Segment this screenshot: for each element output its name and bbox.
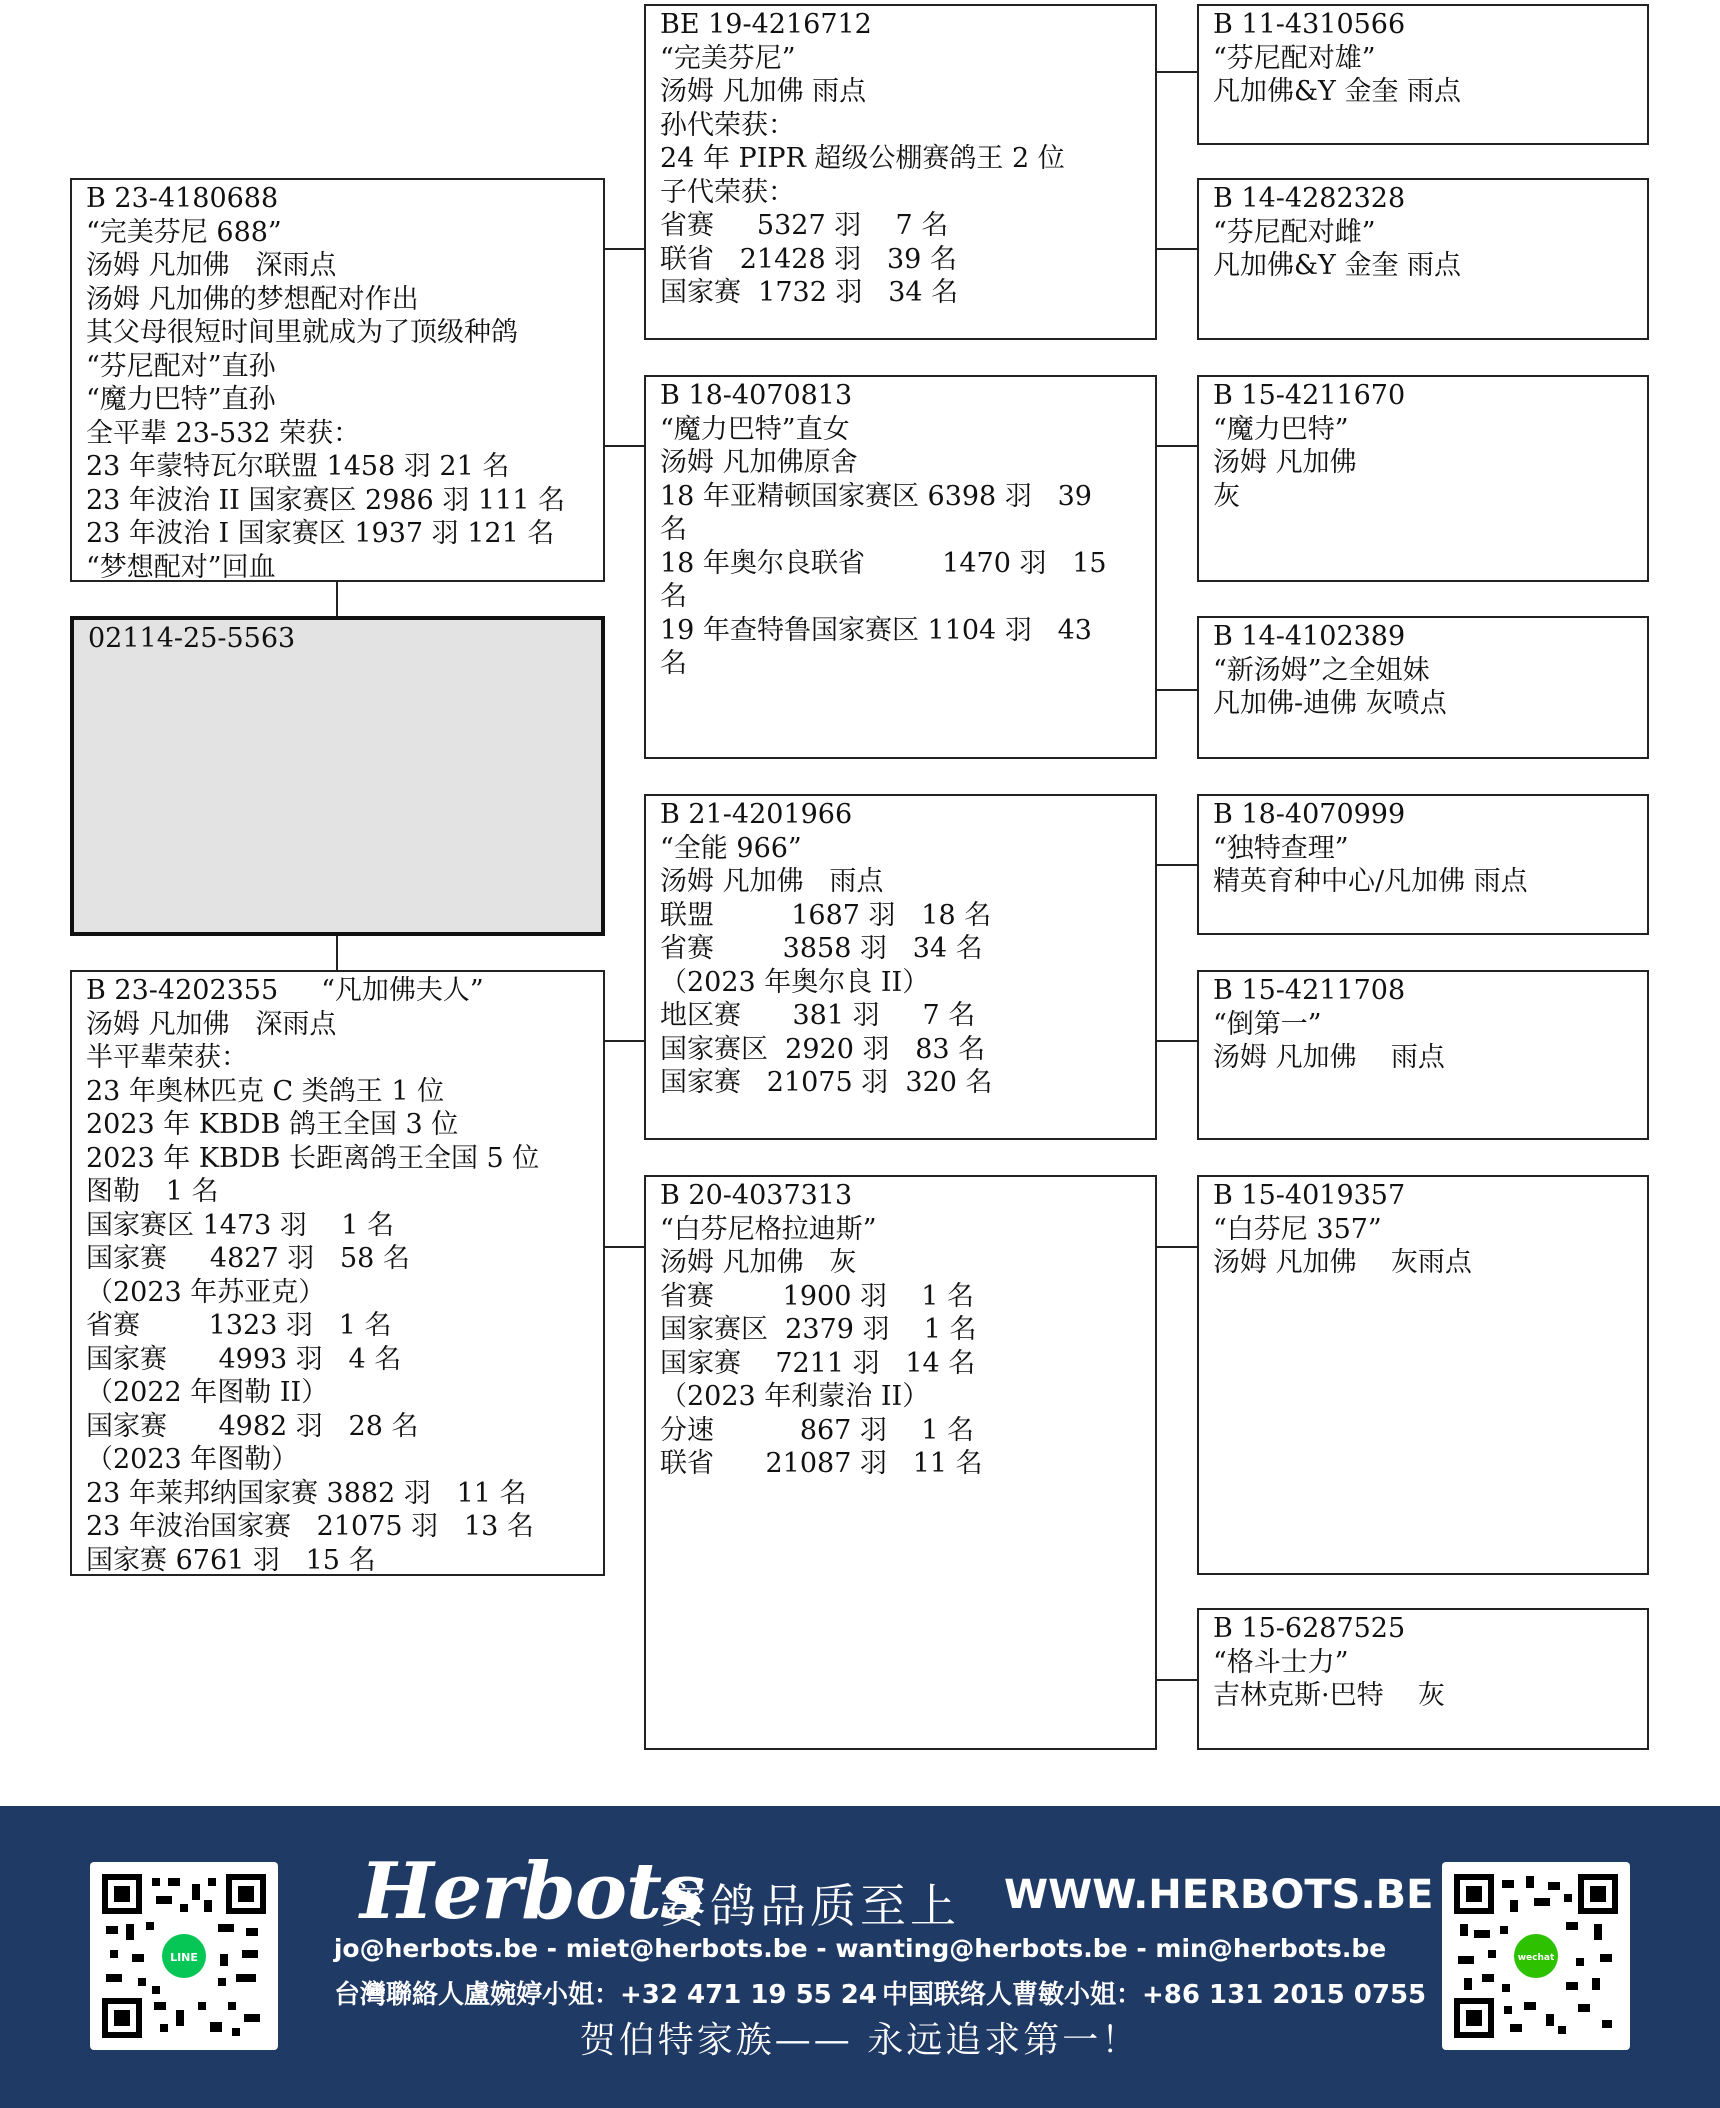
- pedigree-line: 灰: [1213, 480, 1240, 512]
- pedigree-line: “全能 966”: [660, 832, 802, 864]
- email-list[interactable]: jo@herbots.be - miet@herbots.be - wanting@herbots.be - min@herbots.be: [333, 1934, 1387, 1963]
- pedigree-line: 18 年奥尔良联省 1470 羽 15: [660, 547, 1107, 579]
- svg-text:wechat: wechat: [1517, 1953, 1555, 1963]
- connector-ds-dam: [1157, 1040, 1197, 1042]
- subject-card: [70, 616, 605, 936]
- pedigree-line: “魔力巴特”直女: [660, 413, 850, 445]
- pedigree-line: 国家赛 4982 羽 28 名: [86, 1410, 419, 1442]
- pedigree-line: 国家赛 7211 羽 14 名: [660, 1347, 976, 1379]
- connector-dam-dam: [605, 1246, 644, 1248]
- qr-code-icon: [1454, 1874, 1618, 2038]
- dam-card: [70, 970, 605, 1576]
- pedigree-line: 名: [660, 648, 687, 679]
- pedigree-line: 凡加佛-迪佛 灰喷点: [1213, 688, 1447, 719]
- pedigree-line: 02114-25-5563: [88, 623, 296, 654]
- pedigree-line: （2023 年奥尔良 II）: [660, 966, 930, 998]
- connector-ss-sire: [1157, 71, 1197, 73]
- ss-dam-card: [1197, 178, 1649, 340]
- pedigree-line: BE 19-4216712: [660, 9, 872, 40]
- sd-dam-card: [1197, 616, 1649, 759]
- pedigree-line: 23 年波治 I 国家赛区 1937 羽 121 名: [86, 518, 555, 549]
- pedigree-line: 省赛 1900 羽 1 名: [660, 1280, 975, 1312]
- pedigree-line: 汤姆 凡加佛的梦想配对作出: [86, 283, 419, 315]
- pedigree-line: B 11-4310566: [1213, 9, 1406, 40]
- pedigree-line: 孙代荣获：: [660, 109, 795, 141]
- pedigree-line: B 18-4070813: [660, 380, 853, 411]
- pedigree-line: “完美芬尼 688”: [86, 216, 282, 248]
- pedigree-line: 国家赛 6761 羽 15 名: [86, 1544, 376, 1576]
- pedigree-line: “白芬尼 357”: [1213, 1213, 1382, 1245]
- ds-dam-card: [1197, 970, 1649, 1140]
- pedigree-line: B 15-4019357: [1213, 1180, 1406, 1211]
- pedigree-line: 名: [660, 581, 687, 612]
- connector-ds-sire: [1157, 864, 1197, 866]
- connector-dam-sire: [605, 1040, 644, 1042]
- pedigree-line: B 23-4180688: [86, 183, 279, 214]
- footer-banner: [0, 1806, 1720, 2108]
- pedigree-line: 国家赛 4993 羽 4 名: [86, 1343, 402, 1375]
- pedigree-line: 省赛 3858 羽 34 名: [660, 933, 983, 964]
- ds-sire-card: [1197, 794, 1649, 935]
- pedigree-line: 国家赛区 1473 羽 1 名: [86, 1209, 394, 1241]
- connector-sire-subject: [336, 582, 338, 616]
- pedigree-line: B 15-4211670: [1213, 380, 1406, 411]
- pedigree-line: B 21-4201966: [660, 799, 853, 830]
- pedigree-line: 汤姆 凡加佛 雨点: [1213, 1042, 1445, 1073]
- pedigree-line: “白芬尼格拉迪斯”: [660, 1213, 877, 1245]
- ss-sire-card: [1197, 4, 1649, 145]
- pedigree-line: （2022 年图勒 II）: [86, 1377, 329, 1408]
- pedigree-line: 汤姆 凡加佛 灰雨点: [1213, 1247, 1472, 1278]
- pedigree-line: 23 年波治国家赛 21075 羽 13 名: [86, 1511, 534, 1542]
- pedigree-line: 23 年莱邦纳国家赛 3882 羽 11 名: [86, 1477, 527, 1509]
- pedigree-line: （2023 年图勒）: [86, 1444, 299, 1475]
- pedigree-line: “芬尼配对雌”: [1213, 216, 1376, 248]
- pedigree-line: 分速 867 羽 1 名: [660, 1414, 975, 1446]
- pedigree-line: 汤姆 凡加佛 深雨点: [86, 250, 337, 281]
- pedigree-line: “完美芬尼”: [660, 42, 796, 74]
- pedigree-line: 省赛 5327 羽 7 名: [660, 210, 949, 241]
- pedigree-line: 全平辈 23-532 荣获：: [86, 417, 361, 449]
- contact-china: 中国联络人曹敏小姐：+86 131 2015 0755: [882, 1980, 1427, 2010]
- pedigree-line: 联省 21087 羽 11 名: [660, 1448, 983, 1479]
- pedigree-line: 名: [660, 514, 687, 545]
- pedigree-line: 国家赛 1732 羽 34 名: [660, 277, 959, 308]
- pedigree-line: “格斗士力”: [1213, 1646, 1349, 1678]
- pedigree-line: 图勒 1 名: [86, 1176, 219, 1207]
- wechat-qr-code[interactable]: [1442, 1862, 1630, 2050]
- pedigree-line: 23 年奥林匹克 C 类鸽王 1 位: [86, 1075, 445, 1107]
- pedigree-line: B 15-6287525: [1213, 1613, 1406, 1644]
- pedigree-line: B 23-4202355 “凡加佛夫人”: [86, 975, 484, 1006]
- pedigree-line: 联省 21428 羽 39 名: [660, 243, 957, 275]
- pedigree-line: 子代荣获：: [660, 176, 795, 208]
- pedigree-line: 半平辈荣获：: [86, 1042, 248, 1073]
- pedigree-line: “魔力巴特”: [1213, 413, 1349, 445]
- dam-dam-card: [644, 1175, 1157, 1750]
- pedigree-line: 汤姆 凡加佛: [1213, 447, 1357, 478]
- pedigree-line: 24 年 PIPR 超级公棚赛鸽王 2 位: [660, 143, 1065, 174]
- pedigree-line: 23 年波治 II 国家赛区 2986 羽 111 名: [86, 484, 566, 516]
- sd-sire-card: [1197, 375, 1649, 582]
- dam-sire-card: [644, 794, 1157, 1140]
- pedigree-line: 凡加佛&Y 金奎 雨点: [1213, 250, 1462, 281]
- sire-sire-card: [644, 4, 1157, 340]
- pedigree-line: 精英育种中心/凡加佛 雨点: [1213, 866, 1528, 897]
- pedigree-line: （2023 年利蒙治 II）: [660, 1381, 930, 1412]
- connector-ss-dam: [1157, 248, 1197, 250]
- pedigree-line: 联盟 1687 羽 18 名: [660, 899, 992, 931]
- sire-card: [70, 178, 605, 582]
- pedigree-line: “新汤姆”之全姐妹: [1213, 654, 1430, 686]
- pedigree-line: B 14-4102389: [1213, 621, 1406, 652]
- contact-taiwan: 台灣聯絡人盧婉婷小姐：+32 471 19 55 24: [334, 1980, 877, 2010]
- connector-sire-dam: [605, 445, 644, 447]
- connector-sd-dam: [1157, 689, 1197, 691]
- pedigree-line: 汤姆 凡加佛 雨点: [660, 76, 867, 107]
- herbots-logo[interactable]: Herbots: [360, 1846, 704, 1937]
- pedigree-line: 汤姆 凡加佛 雨点: [660, 866, 884, 897]
- pedigree-line: 汤姆 凡加佛 深雨点: [86, 1008, 337, 1040]
- pedigree-line: 国家赛 4827 羽 58 名: [86, 1243, 410, 1274]
- pedigree-line: “芬尼配对雄”: [1213, 42, 1376, 74]
- pedigree-line: 吉林克斯·巴特 灰: [1213, 1680, 1445, 1711]
- dd-sire-card: [1197, 1175, 1649, 1575]
- svg-text:LINE: LINE: [170, 1951, 198, 1964]
- pedigree-line: “独特查理”: [1213, 832, 1349, 864]
- family-motto: 贺伯特家族—— 永远追求第一！: [579, 2020, 1141, 2061]
- connector-dd-dam: [1157, 1679, 1197, 1681]
- sire-dam-card: [644, 375, 1157, 759]
- pedigree-line: “芬尼配对”直孙: [86, 350, 276, 382]
- pedigree-line: B 14-4282328: [1213, 183, 1406, 214]
- pedigree-line: 省赛 1323 羽 1 名: [86, 1310, 392, 1341]
- pedigree-line: （2023 年苏亚克）: [86, 1276, 326, 1308]
- pedigree-line: “梦想配对”回血: [86, 551, 276, 582]
- pedigree-line: 23 年蒙特瓦尔联盟 1458 羽 21 名: [86, 451, 510, 482]
- pedigree-line: B 20-4037313: [660, 1180, 853, 1211]
- pedigree-line: 汤姆 凡加佛 灰: [660, 1247, 857, 1278]
- pedigree-line: 19 年查特鲁国家赛区 1104 羽 43: [660, 614, 1092, 646]
- pedigree-line: 凡加佛&Y 金奎 雨点: [1213, 76, 1462, 107]
- pedigree-line: “魔力巴特”直孙: [86, 384, 276, 415]
- pedigree-line: B 18-4070999: [1213, 799, 1406, 830]
- pedigree-line: B 15-4211708: [1213, 975, 1406, 1006]
- pedigree-line: 2023 年 KBDB 鸽王全国 3 位: [86, 1109, 459, 1140]
- pedigree-line: 地区赛 381 羽 7 名: [660, 1000, 976, 1031]
- pedigree-line: 其父母很短时间里就成为了顶级种鸽: [86, 317, 518, 348]
- pedigree-line: 18 年亚精顿国家赛区 6398 羽 39: [660, 480, 1092, 512]
- website-link[interactable]: WWW.HERBOTS.BE: [1004, 1872, 1434, 1918]
- pedigree-line: 汤姆 凡加佛原舍: [660, 447, 858, 478]
- dd-dam-card: [1197, 1608, 1649, 1750]
- connector-sd-sire: [1157, 445, 1197, 447]
- connector-dd-sire: [1157, 1246, 1197, 1248]
- pedigree-line: “倒第一”: [1213, 1008, 1322, 1040]
- pedigree-line: 国家赛区 2379 羽 1 名: [660, 1314, 977, 1345]
- pedigree-line: 国家赛区 2920 羽 83 名: [660, 1033, 986, 1065]
- connector-sire-sire: [605, 248, 644, 250]
- connector-subject-dam: [336, 936, 338, 970]
- pedigree-line: 2023 年 KBDB 长距离鸽王全国 5 位: [86, 1142, 540, 1174]
- pedigree-line: 国家赛 21075 羽 320 名: [660, 1067, 993, 1098]
- slogan-text: 赛鸽品质至上: [660, 1879, 960, 1933]
